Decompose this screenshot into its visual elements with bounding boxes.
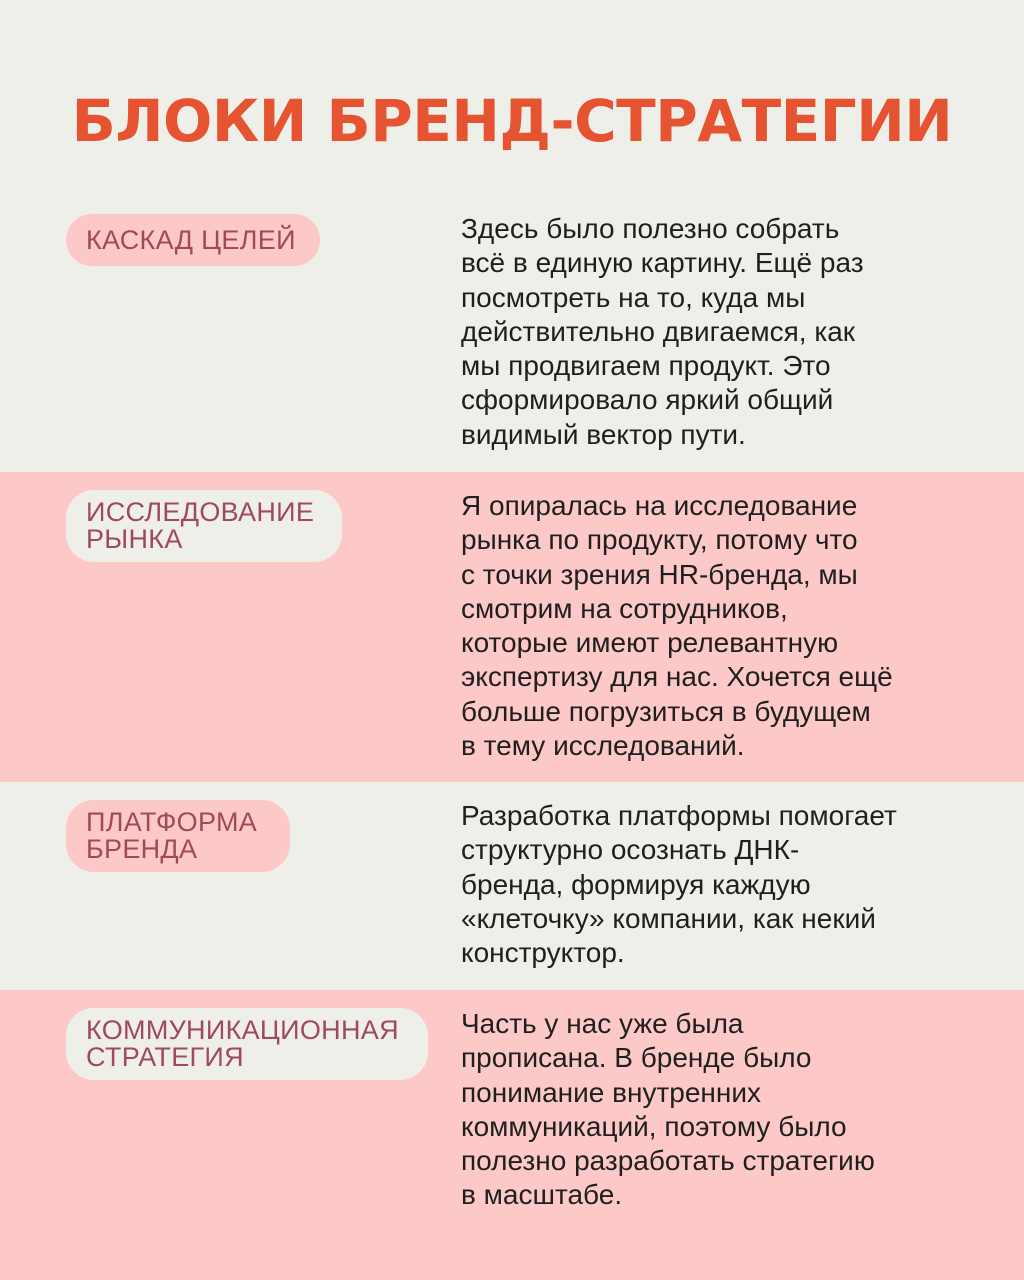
description-line: рынка по продукту, потому что — [461, 524, 858, 556]
block-label — [66, 490, 342, 562]
block-description — [461, 799, 981, 970]
description-line: видимый вектор пути. — [461, 418, 746, 450]
description-line: действительно двигаемся, как — [461, 315, 856, 347]
block-label — [66, 1008, 428, 1080]
block-label-line: КОММУНИКАЦИОННАЯ — [86, 1015, 399, 1045]
description-line: которые имеют релевантную — [461, 627, 839, 659]
description-line: мы продвигаем продукт. Это — [461, 350, 831, 382]
description-line: сформировало яркий общий — [461, 384, 834, 416]
block-label-line: КАСКАД ЦЕЛЕЙ — [86, 224, 296, 255]
block-label-line: ПЛАТФОРМА — [86, 807, 258, 837]
description-line: всё в единую картину. Ещё раз — [461, 247, 864, 279]
description-line: структурно осознать ДНК- — [461, 834, 800, 866]
block-description — [461, 212, 981, 452]
block-communication-strategy — [0, 990, 1024, 1280]
block-label — [66, 214, 320, 266]
description-line: бренда, формируя каждую — [461, 868, 811, 900]
description-line: Здесь было полезно собрать — [461, 213, 840, 244]
page-title: БЛОКИ БРЕНД-СТРАТЕГИИ — [71, 87, 953, 155]
description-line: больше погрузиться в будущем — [461, 695, 871, 727]
description-line: Разработка платформы помогает — [461, 800, 897, 831]
block-label-line: БРЕНДА — [86, 834, 198, 864]
block-description — [461, 489, 981, 763]
block-label-line: РЫНКА — [86, 524, 183, 554]
description-line: посмотреть на то, куда мы — [461, 281, 806, 313]
description-line: Часть у нас уже была — [461, 1008, 744, 1039]
description-line: экспертизу для нас. Хочется ещё — [461, 661, 893, 693]
description-line: «клеточку» компании, как некий — [461, 902, 876, 934]
description-line: коммуникаций, поэтому было — [461, 1110, 847, 1142]
block-brand-platform — [0, 782, 1024, 990]
block-goals-cascade — [0, 190, 1024, 472]
description-line: смотрим на сотрудников, — [461, 592, 788, 624]
description-line: конструктор. — [461, 937, 625, 969]
description-line: прописана. В бренде было — [461, 1042, 812, 1074]
description-line: с точки зрения HR-бренда, мы — [461, 558, 858, 590]
block-market-research — [0, 472, 1024, 782]
block-description — [461, 1007, 981, 1213]
description-line: понимание внутренних — [461, 1076, 761, 1108]
description-line: в тему исследований. — [461, 730, 745, 762]
block-label-line: ИССЛЕДОВАНИЕ — [86, 497, 315, 527]
block-label-line: СТРАТЕГИЯ — [86, 1042, 244, 1072]
block-label — [66, 800, 290, 872]
description-line: Я опиралась на исследование — [461, 490, 858, 521]
description-line: полезно разработать стратегию — [461, 1145, 875, 1177]
description-line: в масштабе. — [461, 1179, 623, 1211]
